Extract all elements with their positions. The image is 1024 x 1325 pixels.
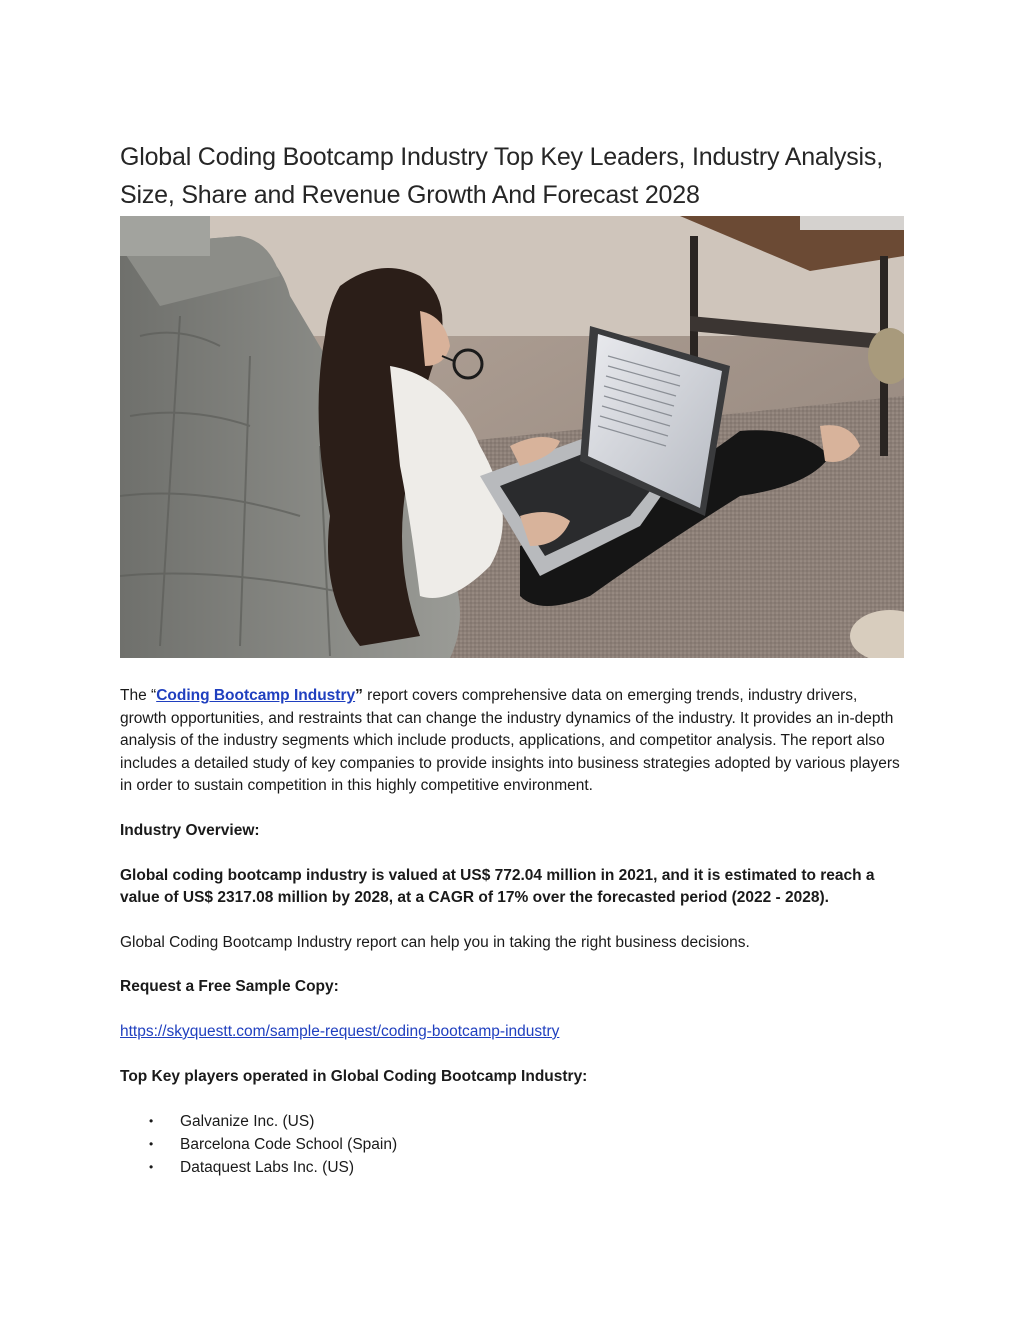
- bullet-icon: •: [149, 1160, 154, 1175]
- document-title: [120, 138, 905, 214]
- title-line-2: Size, Share and Revenue Growth And Forecast 2028: [120, 181, 700, 209]
- list-item: [120, 1133, 905, 1156]
- players-heading: Top Key players operated in Global Coding Bootcamp Industry:: [120, 1067, 588, 1085]
- help-text: Global Coding Bootcamp Industry report can help you in taking the right business decisions.: [120, 933, 750, 951]
- sample-heading: Request a Free Sample Copy:: [120, 978, 339, 996]
- document-page: [120, 138, 905, 1179]
- overview-heading: Industry Overview:: [120, 821, 260, 839]
- player-name: Barcelona Code School (Spain): [180, 1136, 398, 1154]
- title-line-1: Global Coding Bootcamp Industry Top Key Leaders, Industry Analysis,: [120, 143, 883, 171]
- sample-url-paragraph: [120, 1021, 905, 1044]
- sample-request-link[interactable]: https://skyquestt.com/sample-request/coding-bootcamp-industry: [120, 1022, 560, 1040]
- hero-photo-woman-laptop: [120, 216, 904, 658]
- intro-close-quote: ”: [355, 687, 363, 704]
- intro-body: report covers comprehensive data on emerging trends, industry drivers, growth opportunities, and restraints that can change the industry dynamics of the industry. It provides an in-depth analysis of the industry segments which include products, applications, and competitor analysis. The report also includes a detailed study of key companies to provide insights into business strategies adopted by various players in order to sustain competition in this highly competitive environment.: [120, 687, 900, 795]
- intro-prefix: The “: [120, 687, 157, 704]
- list-item: [120, 1110, 905, 1133]
- list-item: [120, 1156, 905, 1179]
- bullet-icon: •: [149, 1114, 154, 1129]
- bullet-icon: •: [149, 1137, 154, 1152]
- coding-bootcamp-industry-link[interactable]: Coding Bootcamp Industry: [156, 687, 356, 704]
- player-name: Galvanize Inc. (US): [180, 1113, 315, 1131]
- intro-paragraph: [120, 685, 905, 798]
- players-list: [120, 1110, 905, 1179]
- overview-text: Global coding bootcamp industry is valued at US$ 772.04 million in 2021, and it is estimated to reach a value of US$ 2317.08 million by 2028, at a CAGR of 17% over the forecasted period (2022 - 2028).: [120, 866, 875, 907]
- player-name: Dataquest Labs Inc. (US): [180, 1159, 355, 1177]
